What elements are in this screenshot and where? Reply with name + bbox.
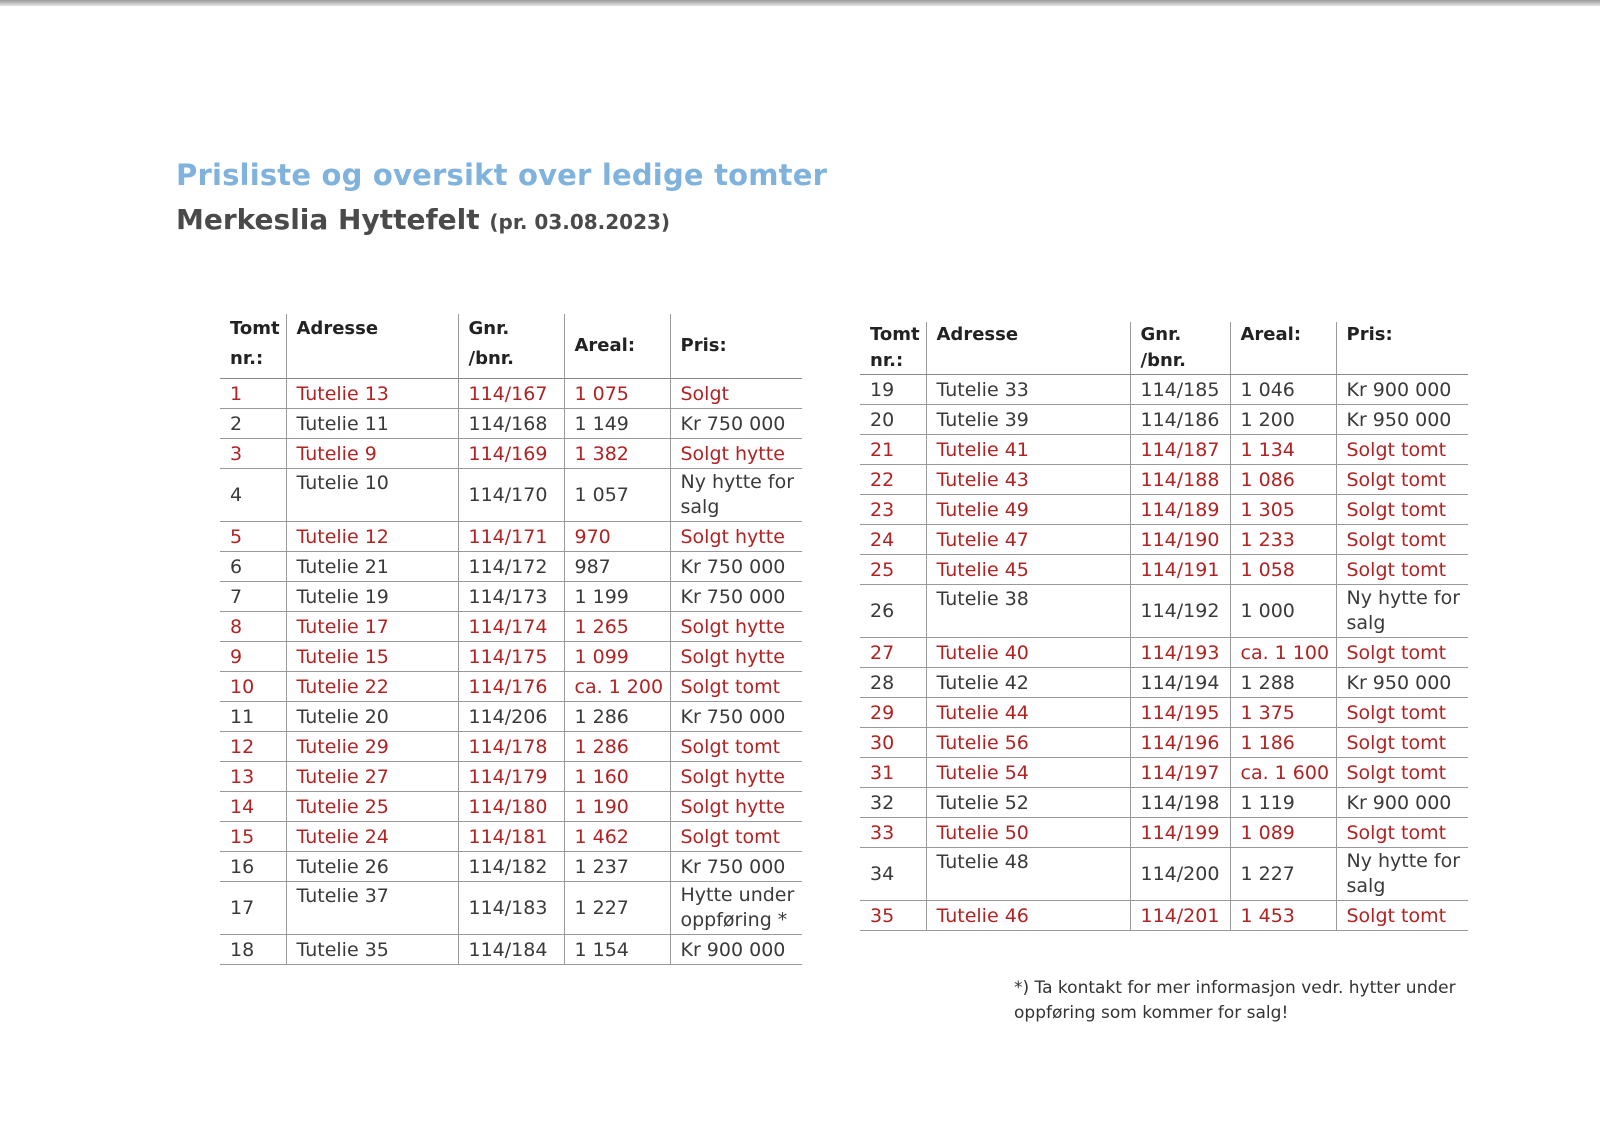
cell-gnr: 114/188	[1130, 465, 1230, 495]
cell-areal: 1 154	[564, 935, 670, 965]
table-row	[220, 642, 802, 672]
cell-gnr: 114/191	[1130, 555, 1230, 585]
cell-gnr: 114/169	[458, 439, 564, 469]
cell-tomt-nr: 35	[860, 901, 926, 931]
cell-tomt-nr: 7	[220, 582, 286, 612]
col-header-tomt: Tomt nr.:	[860, 322, 926, 375]
cell-adresse: Tutelie 38	[926, 585, 1130, 638]
cell-gnr: 114/178	[458, 732, 564, 762]
cell-pris: Solgt tomt	[670, 732, 802, 762]
cell-tomt-nr: 3	[220, 439, 286, 469]
cell-pris: Solgt tomt	[1336, 465, 1468, 495]
cell-areal: 1 089	[1230, 818, 1336, 848]
cell-adresse: Tutelie 33	[926, 375, 1130, 405]
cell-adresse: Tutelie 43	[926, 465, 1130, 495]
cell-pris: Solgt tomt	[670, 672, 802, 702]
table-row	[220, 409, 802, 439]
table-row	[220, 762, 802, 792]
cell-gnr: 114/175	[458, 642, 564, 672]
cell-areal: ca. 1 200	[564, 672, 670, 702]
cell-areal: 1 462	[564, 822, 670, 852]
cell-pris: Kr 900 000	[1336, 788, 1468, 818]
cell-tomt-nr: 19	[860, 375, 926, 405]
cell-pris: Solgt tomt	[1336, 728, 1468, 758]
table-row	[220, 732, 802, 762]
table-row	[860, 901, 1468, 931]
col-header-pris: Pris:	[670, 314, 802, 379]
cell-tomt-nr: 10	[220, 672, 286, 702]
table-row	[220, 935, 802, 965]
table-row	[860, 848, 1468, 901]
cell-tomt-nr: 28	[860, 668, 926, 698]
cell-adresse: Tutelie 46	[926, 901, 1130, 931]
cell-areal: 1 190	[564, 792, 670, 822]
cell-adresse: Tutelie 17	[286, 612, 458, 642]
cell-adresse: Tutelie 47	[926, 525, 1130, 555]
footnote: *) Ta kontakt for mer informasjon vedr. hytter under oppføring som kommer for salg!	[1014, 978, 1456, 1023]
table-row	[220, 469, 802, 522]
cell-tomt-nr: 8	[220, 612, 286, 642]
cell-adresse: Tutelie 15	[286, 642, 458, 672]
subtitle-date: (pr. 03.08.2023)	[489, 210, 671, 234]
cell-adresse: Tutelie 45	[926, 555, 1130, 585]
cell-areal: 1 000	[1230, 585, 1336, 638]
cell-areal: 1 058	[1230, 555, 1336, 585]
table-row	[220, 882, 802, 935]
col-header-pris: Pris:	[1336, 322, 1468, 375]
cell-pris: Solgt tomt	[1336, 758, 1468, 788]
cell-areal: 1 233	[1230, 525, 1336, 555]
cell-tomt-nr: 32	[860, 788, 926, 818]
cell-areal: ca. 1 100	[1230, 638, 1336, 668]
cell-adresse: Tutelie 11	[286, 409, 458, 439]
table-row	[220, 582, 802, 612]
cell-pris: Solgt hytte	[670, 439, 802, 469]
cell-adresse: Tutelie 29	[286, 732, 458, 762]
cell-gnr: 114/170	[458, 469, 564, 522]
cell-adresse: Tutelie 24	[286, 822, 458, 852]
cell-adresse: Tutelie 12	[286, 522, 458, 552]
cell-areal: 1 160	[564, 762, 670, 792]
page-title: Prisliste og oversikt over ledige tomter	[176, 158, 828, 192]
page-subtitle	[176, 203, 670, 236]
cell-areal: 1 453	[1230, 901, 1336, 931]
cell-areal: ca. 1 600	[1230, 758, 1336, 788]
subtitle-text: Merkeslia Hyttefelt	[176, 203, 480, 236]
cell-adresse: Tutelie 37	[286, 882, 458, 935]
cell-pris: Kr 750 000	[670, 582, 802, 612]
table-row	[220, 702, 802, 732]
cell-adresse: Tutelie 56	[926, 728, 1130, 758]
cell-tomt-nr: 12	[220, 732, 286, 762]
table-header-row	[860, 322, 1468, 375]
cell-areal: 1 186	[1230, 728, 1336, 758]
cell-tomt-nr: 30	[860, 728, 926, 758]
cell-adresse: Tutelie 22	[286, 672, 458, 702]
cell-tomt-nr: 14	[220, 792, 286, 822]
cell-adresse: Tutelie 25	[286, 792, 458, 822]
cell-tomt-nr: 21	[860, 435, 926, 465]
table-row	[220, 822, 802, 852]
cell-pris: Kr 900 000	[1336, 375, 1468, 405]
cell-adresse: Tutelie 44	[926, 698, 1130, 728]
cell-areal: 970	[564, 522, 670, 552]
cell-pris: Kr 750 000	[670, 852, 802, 882]
cell-tomt-nr: 18	[220, 935, 286, 965]
cell-gnr: 114/200	[1130, 848, 1230, 901]
cell-areal: 1 375	[1230, 698, 1336, 728]
cell-adresse: Tutelie 20	[286, 702, 458, 732]
cell-pris: Solgt hytte	[670, 522, 802, 552]
cell-areal: 1 199	[564, 582, 670, 612]
cell-tomt-nr: 13	[220, 762, 286, 792]
cell-areal: 1 286	[564, 732, 670, 762]
cell-tomt-nr: 15	[220, 822, 286, 852]
cell-tomt-nr: 1	[220, 379, 286, 409]
price-table-right	[860, 322, 1468, 931]
cell-areal: 1 046	[1230, 375, 1336, 405]
table-row	[860, 668, 1468, 698]
cell-gnr: 114/182	[458, 852, 564, 882]
cell-gnr: 114/193	[1130, 638, 1230, 668]
table-row	[220, 792, 802, 822]
cell-adresse: Tutelie 39	[926, 405, 1130, 435]
table-header-row	[220, 314, 802, 379]
price-table-left	[220, 314, 802, 965]
cell-gnr: 114/172	[458, 552, 564, 582]
cell-tomt-nr: 27	[860, 638, 926, 668]
cell-adresse: Tutelie 13	[286, 379, 458, 409]
cell-gnr: 114/185	[1130, 375, 1230, 405]
cell-gnr: 114/173	[458, 582, 564, 612]
cell-adresse: Tutelie 21	[286, 552, 458, 582]
cell-areal: 1 075	[564, 379, 670, 409]
cell-pris: Ny hytte for salg	[1336, 585, 1468, 638]
cell-pris: Kr 750 000	[670, 552, 802, 582]
cell-pris: Solgt hytte	[670, 762, 802, 792]
cell-pris: Solgt hytte	[670, 612, 802, 642]
table-row	[860, 638, 1468, 668]
cell-pris: Solgt	[670, 379, 802, 409]
table-row	[860, 788, 1468, 818]
cell-gnr: 114/167	[458, 379, 564, 409]
cell-tomt-nr: 25	[860, 555, 926, 585]
cell-pris: Hytte under oppføring *	[670, 882, 802, 935]
cell-areal: 1 288	[1230, 668, 1336, 698]
cell-adresse: Tutelie 41	[926, 435, 1130, 465]
cell-areal: 987	[564, 552, 670, 582]
cell-tomt-nr: 4	[220, 469, 286, 522]
cell-gnr: 114/196	[1130, 728, 1230, 758]
cell-gnr: 114/176	[458, 672, 564, 702]
cell-gnr: 114/180	[458, 792, 564, 822]
cell-areal: 1 119	[1230, 788, 1336, 818]
cell-gnr: 114/183	[458, 882, 564, 935]
cell-gnr: 114/179	[458, 762, 564, 792]
cell-areal: 1 227	[564, 882, 670, 935]
cell-pris: Solgt tomt	[1336, 698, 1468, 728]
cell-gnr: 114/198	[1130, 788, 1230, 818]
cell-areal: 1 227	[1230, 848, 1336, 901]
cell-areal: 1 286	[564, 702, 670, 732]
table-row	[220, 852, 802, 882]
cell-adresse: Tutelie 19	[286, 582, 458, 612]
cell-areal: 1 099	[564, 642, 670, 672]
cell-tomt-nr: 6	[220, 552, 286, 582]
cell-gnr: 114/206	[458, 702, 564, 732]
table-row	[860, 728, 1468, 758]
cell-adresse: Tutelie 48	[926, 848, 1130, 901]
cell-areal: 1 305	[1230, 495, 1336, 525]
cell-tomt-nr: 5	[220, 522, 286, 552]
cell-tomt-nr: 20	[860, 405, 926, 435]
table-row	[860, 435, 1468, 465]
cell-pris: Kr 750 000	[670, 702, 802, 732]
col-header-areal: Areal:	[564, 314, 670, 379]
cell-adresse: Tutelie 50	[926, 818, 1130, 848]
cell-areal: 1 265	[564, 612, 670, 642]
cell-gnr: 114/171	[458, 522, 564, 552]
cell-pris: Solgt tomt	[1336, 638, 1468, 668]
cell-tomt-nr: 31	[860, 758, 926, 788]
table-row	[220, 439, 802, 469]
cell-tomt-nr: 23	[860, 495, 926, 525]
col-header-tomt: Tomt nr.:	[220, 314, 286, 379]
cell-tomt-nr: 33	[860, 818, 926, 848]
cell-tomt-nr: 11	[220, 702, 286, 732]
cell-areal: 1 149	[564, 409, 670, 439]
table-row	[860, 698, 1468, 728]
cell-gnr: 114/192	[1130, 585, 1230, 638]
table-row	[220, 612, 802, 642]
cell-gnr: 114/184	[458, 935, 564, 965]
cell-pris: Solgt tomt	[1336, 435, 1468, 465]
cell-areal: 1 237	[564, 852, 670, 882]
cell-areal: 1 086	[1230, 465, 1336, 495]
cell-adresse: Tutelie 42	[926, 668, 1130, 698]
cell-gnr: 114/181	[458, 822, 564, 852]
table-row	[220, 672, 802, 702]
col-header-adresse: Adresse	[286, 314, 458, 379]
cell-gnr: 114/187	[1130, 435, 1230, 465]
cell-tomt-nr: 22	[860, 465, 926, 495]
table-row	[860, 555, 1468, 585]
cell-pris: Kr 900 000	[670, 935, 802, 965]
cell-pris: Solgt tomt	[1336, 495, 1468, 525]
cell-areal: 1 200	[1230, 405, 1336, 435]
cell-gnr: 114/195	[1130, 698, 1230, 728]
cell-adresse: Tutelie 49	[926, 495, 1130, 525]
cell-tomt-nr: 26	[860, 585, 926, 638]
cell-adresse: Tutelie 35	[286, 935, 458, 965]
col-header-adresse: Adresse	[926, 322, 1130, 375]
table-row	[860, 495, 1468, 525]
cell-tomt-nr: 34	[860, 848, 926, 901]
cell-adresse: Tutelie 54	[926, 758, 1130, 788]
cell-pris: Solgt tomt	[1336, 901, 1468, 931]
cell-tomt-nr: 24	[860, 525, 926, 555]
table-row	[860, 818, 1468, 848]
col-header-gnr: Gnr. /bnr.	[1130, 322, 1230, 375]
table-row	[220, 522, 802, 552]
cell-gnr: 114/197	[1130, 758, 1230, 788]
col-header-gnr: Gnr. /bnr.	[458, 314, 564, 379]
table-row	[860, 585, 1468, 638]
cell-pris: Solgt hytte	[670, 792, 802, 822]
cell-gnr: 114/201	[1130, 901, 1230, 931]
cell-pris: Solgt tomt	[670, 822, 802, 852]
cell-adresse: Tutelie 27	[286, 762, 458, 792]
scan-edge	[0, 0, 1600, 6]
table-row	[220, 379, 802, 409]
cell-areal: 1 382	[564, 439, 670, 469]
cell-gnr: 114/186	[1130, 405, 1230, 435]
cell-pris: Solgt hytte	[670, 642, 802, 672]
cell-gnr: 114/168	[458, 409, 564, 439]
cell-pris: Kr 950 000	[1336, 405, 1468, 435]
cell-tomt-nr: 2	[220, 409, 286, 439]
cell-gnr: 114/190	[1130, 525, 1230, 555]
table-row	[860, 525, 1468, 555]
cell-tomt-nr: 9	[220, 642, 286, 672]
cell-gnr: 114/199	[1130, 818, 1230, 848]
cell-areal: 1 057	[564, 469, 670, 522]
cell-pris: Ny hytte for salg	[1336, 848, 1468, 901]
table-row	[220, 552, 802, 582]
cell-pris: Ny hytte for salg	[670, 469, 802, 522]
cell-adresse: Tutelie 40	[926, 638, 1130, 668]
cell-tomt-nr: 16	[220, 852, 286, 882]
cell-gnr: 114/174	[458, 612, 564, 642]
cell-tomt-nr: 17	[220, 882, 286, 935]
table-row	[860, 405, 1468, 435]
col-header-areal: Areal:	[1230, 322, 1336, 375]
cell-pris: Solgt tomt	[1336, 555, 1468, 585]
cell-areal: 1 134	[1230, 435, 1336, 465]
table-row	[860, 375, 1468, 405]
cell-pris: Solgt tomt	[1336, 525, 1468, 555]
cell-pris: Kr 950 000	[1336, 668, 1468, 698]
cell-adresse: Tutelie 52	[926, 788, 1130, 818]
cell-gnr: 114/194	[1130, 668, 1230, 698]
table-row	[860, 758, 1468, 788]
cell-tomt-nr: 29	[860, 698, 926, 728]
cell-gnr: 114/189	[1130, 495, 1230, 525]
cell-adresse: Tutelie 10	[286, 469, 458, 522]
cell-pris: Solgt tomt	[1336, 818, 1468, 848]
cell-adresse: Tutelie 9	[286, 439, 458, 469]
cell-pris: Kr 750 000	[670, 409, 802, 439]
cell-adresse: Tutelie 26	[286, 852, 458, 882]
table-row	[860, 465, 1468, 495]
